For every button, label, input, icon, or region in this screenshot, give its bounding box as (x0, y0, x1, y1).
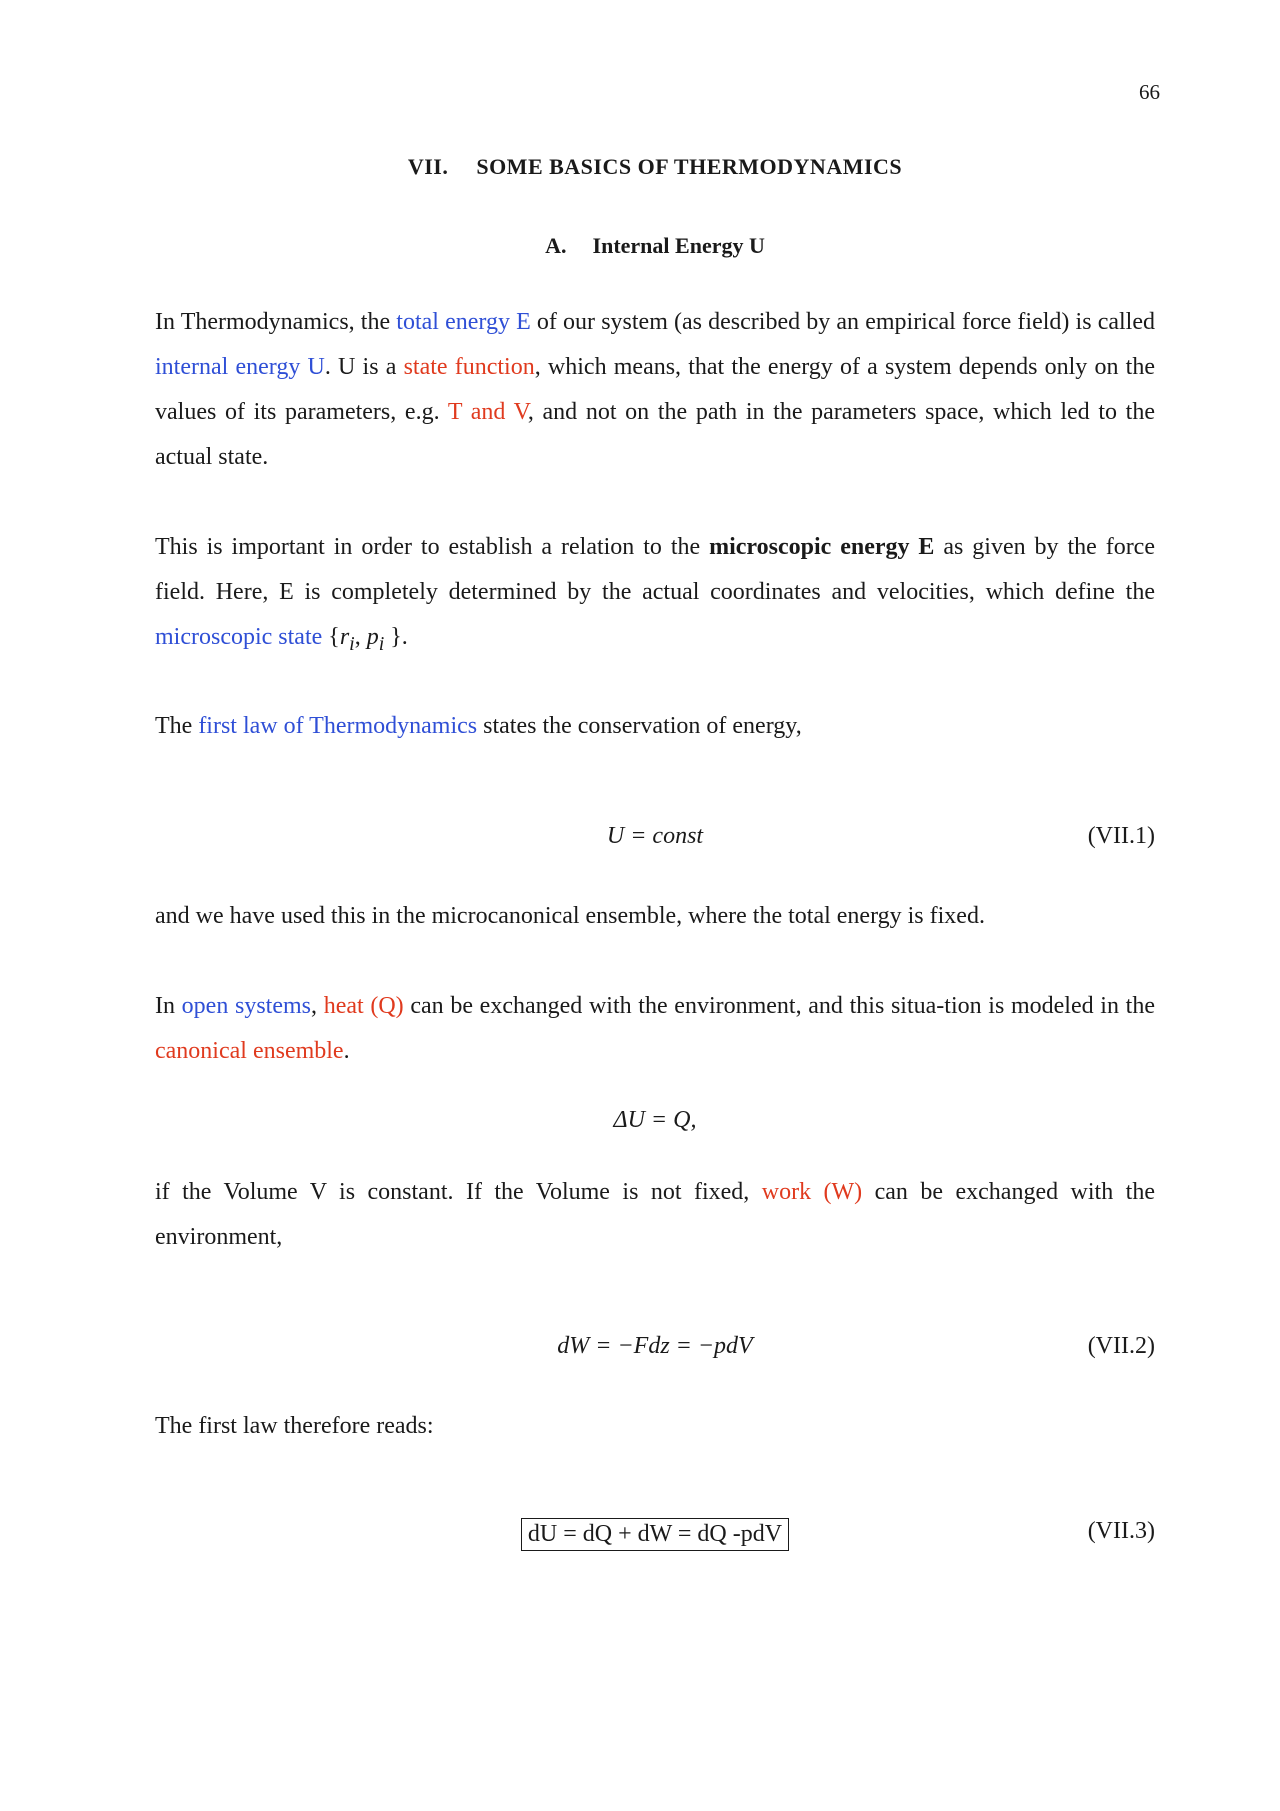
text-run: }. (384, 624, 408, 650)
text-run: , (354, 624, 367, 650)
text-run: can be exchanged with the environment, (155, 1179, 1155, 1250)
equation-expression: ΔU = Q, (613, 1107, 697, 1133)
section-heading (155, 154, 1155, 180)
paragraph-open-systems (155, 984, 1155, 1074)
section-title: SOME BASICS OF THERMODYNAMICS (476, 154, 903, 179)
equation-label: (VII.1) (1087, 823, 1155, 849)
equation-expression-wrapper (155, 1518, 1155, 1551)
text-run: , and not on the path in the parameters space, which led to the actual state. (155, 399, 1156, 470)
math-subscript-i: i (378, 632, 385, 655)
subsection-title: Internal Energy U (592, 233, 765, 258)
paragraph-work (155, 1170, 1155, 1260)
equation-vii-3 (155, 1518, 1155, 1558)
text-run: In Thermodynamics, the (155, 309, 397, 335)
term-first-law: first law of Thermodynamics (198, 713, 478, 739)
paragraph-microscopic-energy (155, 525, 1155, 667)
page-number: 66 (1139, 80, 1160, 104)
text-run: The (155, 713, 199, 739)
boxed-equation: dU = dQ + dW = dQ -pdV (521, 1518, 789, 1551)
equation-expression: dW = −Fdz = −pdV (557, 1333, 753, 1359)
text-run: , which means, that the energy of a system depends only on the values of its parameters, e.g. (155, 354, 1155, 425)
term-microscopic-state: microscopic state (155, 624, 323, 650)
text-run: and we have used this in the microcanonical ensemble, where the total energy is fixed. (155, 903, 985, 929)
section-number: VII. (407, 154, 449, 179)
term-state-function: state function (403, 354, 535, 380)
math-p: p (366, 624, 379, 650)
equation-vii-2 (155, 1333, 1155, 1373)
term-canonical-ensemble: canonical ensemble (155, 1038, 344, 1064)
term-total-energy: total energy E (396, 309, 531, 335)
paragraph-microcanonical (155, 894, 1155, 939)
subsection-number: A. (545, 233, 567, 258)
math-subscript-i: i (349, 632, 355, 655)
text-run: { (322, 624, 340, 650)
equation-vii-1 (155, 823, 1155, 863)
text-run: This is important in order to establish a relation to the (155, 534, 710, 560)
term-internal-energy: internal energy U (155, 354, 325, 380)
term-t-and-v: T and V (447, 399, 528, 425)
paragraph-first-law (155, 704, 1155, 749)
term-microscopic-energy: microscopic energy E (709, 534, 935, 560)
text-run: . (343, 1038, 350, 1064)
equation-expression: U = const (606, 823, 704, 849)
subsection-heading (155, 233, 1155, 259)
equation-label: (VII.3) (1087, 1518, 1155, 1544)
paragraph-internal-energy (155, 300, 1155, 480)
text-run: In (155, 993, 182, 1019)
term-heat: heat (Q) (323, 993, 404, 1019)
equation-label: (VII.2) (1087, 1333, 1155, 1359)
term-work: work (W) (761, 1179, 863, 1205)
text-run: as given by the force field. Here, E is completely determined by the actual coordinates and velocities, which define the (155, 534, 1155, 605)
text-run: , (311, 993, 324, 1019)
term-open-systems: open systems (181, 993, 312, 1019)
text-run: can be exchanged with the environment, and this situa-tion is modeled in the (403, 993, 1155, 1019)
text-run: The first law therefore reads: (155, 1413, 434, 1439)
math-r: r (339, 624, 350, 650)
text-run: . U is a (324, 354, 404, 380)
paragraph-first-law-reads (155, 1404, 1155, 1449)
text-run: of our system (as described by an empirical force field) is called (530, 309, 1155, 335)
text-run: if the Volume V is constant. If the Volume is not fixed, (155, 1179, 762, 1205)
equation-delta-u (155, 1107, 1155, 1147)
text-run: states the conservation of energy, (477, 713, 802, 739)
